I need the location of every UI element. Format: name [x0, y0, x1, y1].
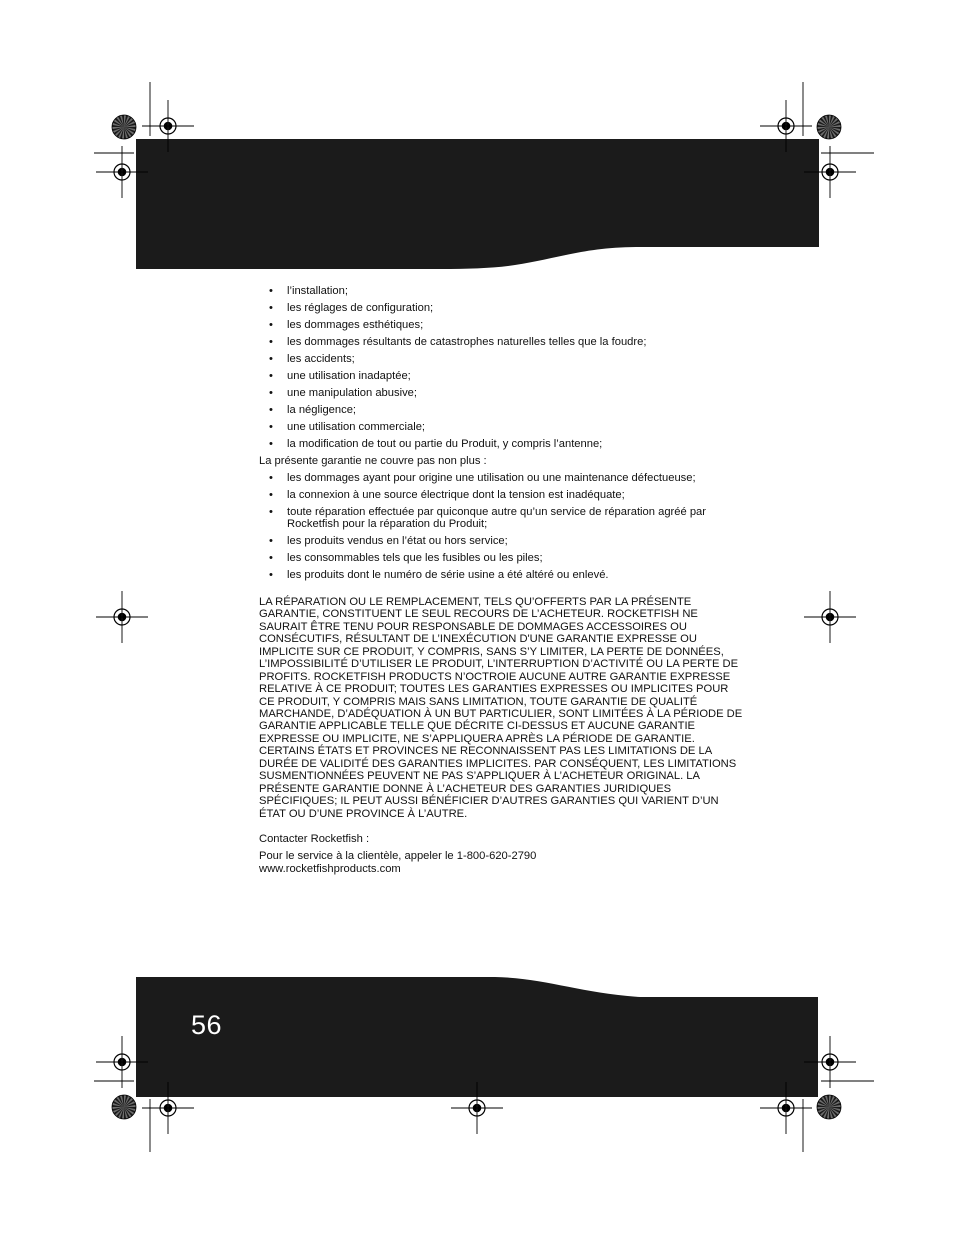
starburst-icon [817, 1095, 841, 1119]
list-item: • les accidents; [259, 353, 745, 366]
exclusions-list-1 [259, 285, 745, 450]
contact-heading: Contacter Rocketfish : [259, 833, 370, 846]
starburst-icon [112, 115, 136, 139]
list-item: • la négligence; [259, 404, 745, 417]
list-item: • une utilisation commerciale; [259, 421, 745, 434]
crosshair-circle-icon [804, 591, 856, 643]
exclusions-intro: La présente garantie ne couvre pas non plus : [259, 454, 487, 467]
list-item: • toute réparation effectuée par quiconque autre qu’un service de réparation agréé par Rocketfish pour la réparation du Produit; [259, 506, 745, 531]
list-item: • les consommables tels que les fusibles ou les piles; [259, 552, 745, 565]
contact-phone: Pour le service à la clientèle, appeler le 1-800-620-2790 [259, 850, 537, 863]
starburst-icon [112, 1095, 136, 1119]
starburst-icon [817, 115, 841, 139]
page-number: 56 [191, 1010, 223, 1040]
list-item: • une utilisation inadaptée; [259, 370, 745, 383]
list-item: • les dommages ayant pour origine une utilisation ou une maintenance défectueuse; [259, 472, 745, 485]
limitation-of-liability: LA RÉPARATION OU LE REMPLACEMENT, TELS QU’OFFERTS PAR LA PRÉSENTE GARANTIE, CONSTITUENT LE SEUL RECOURS DE L’ACHETEUR. ROCKETFISH NE SAURAIT ÊTRE TENU POUR RESPONSABLE DE DOMMAGES ACCESSOIRES OU CONSÉCUTIFS, RÉSULTANT DE L’INEXÉCUTION D'UNE GARANTIE EXPRESSE OU IMPLICITE SUR CE PRODUIT, Y COMPRIS, SANS S’Y LIMITER, LA PERTE DE DONNÉES, L’IMPOSSIBILITÉ D’UTILISER LE PRODUIT, L’INTERRUPTION D’ACTIVITÉ OU LA PERTE DE PROFITS. ROCKETFISH PRODUCTS N’OCTROIE AUCUNE AUTRE GARANTIE EXPRESSE RELATIVE À CE PRODUIT; TOUTES LES GARANTIES EXPRESSES OU IMPLICITES POUR CE PRODUIT, Y COMPRIS MAIS SANS LIMITATION, TOUTE GARANTIE DE QUALITÉ MARCHANDE, D’ADÉQUATION À UN BUT PARTICULIER, SONT LIMITÉES À LA PÉRIODE DE GARANTIE APPLICABLE TELLE QUE DÉCRITE CI-DESSUS ET AUCUNE GARANTIE EXPRESSE OU IMPLICITE, NE S’APPLIQUERA APRÈS LA PÉRIODE DE GARANTIE. CERTAINS ÉTATS ET PROVINCES NE RECONNAISSENT PAS LES LIMITATIONS DE LA DURÉE DE VALIDITÉ DES GARANTIES IMPLICITES. PAR CONSÉQUENT, LES LIMITATIONS SUSMENTIONNÉES PEUVENT NE PAS S’APPLIQUER À L’ACHETEUR ORIGINAL. LA PRÉSENTE GARANTIE DONNE À L’ACHETEUR DES GARANTIES JURIDIQUES SPÉCIFIQUES; IL PEUT AUSSI BÉNÉFICIER D’AUTRES GARANTIES QUI VARIENT D’UN ÉTAT OU D’UNE PROVINCE À L’AUTRE. [259, 595, 743, 820]
header-band [136, 139, 819, 269]
list-item: • une manipulation abusive; [259, 387, 745, 400]
crosshair-circle-icon [96, 591, 148, 643]
list-item: • les produits vendus en l’état ou hors service; [259, 535, 745, 548]
warranty-content [259, 285, 745, 875]
list-item: • les dommages esthétiques; [259, 319, 745, 332]
footer-band [136, 977, 818, 1097]
list-item: • la modification de tout ou partie du Produit, y compris l’antenne; [259, 438, 745, 451]
list-item: • les dommages résultants de catastrophes naturelles telles que la foudre; [259, 336, 745, 349]
contact-website: www.rocketfishproducts.com [259, 862, 401, 875]
list-item: • l’installation; [259, 285, 745, 298]
list-item: • les réglages de configuration; [259, 302, 745, 315]
list-item: • les produits dont le numéro de série usine a été altéré ou enlevé. [259, 569, 745, 582]
exclusions-list-2 [259, 472, 745, 582]
list-item: • la connexion à une source électrique dont la tension est inadéquate; [259, 489, 745, 502]
